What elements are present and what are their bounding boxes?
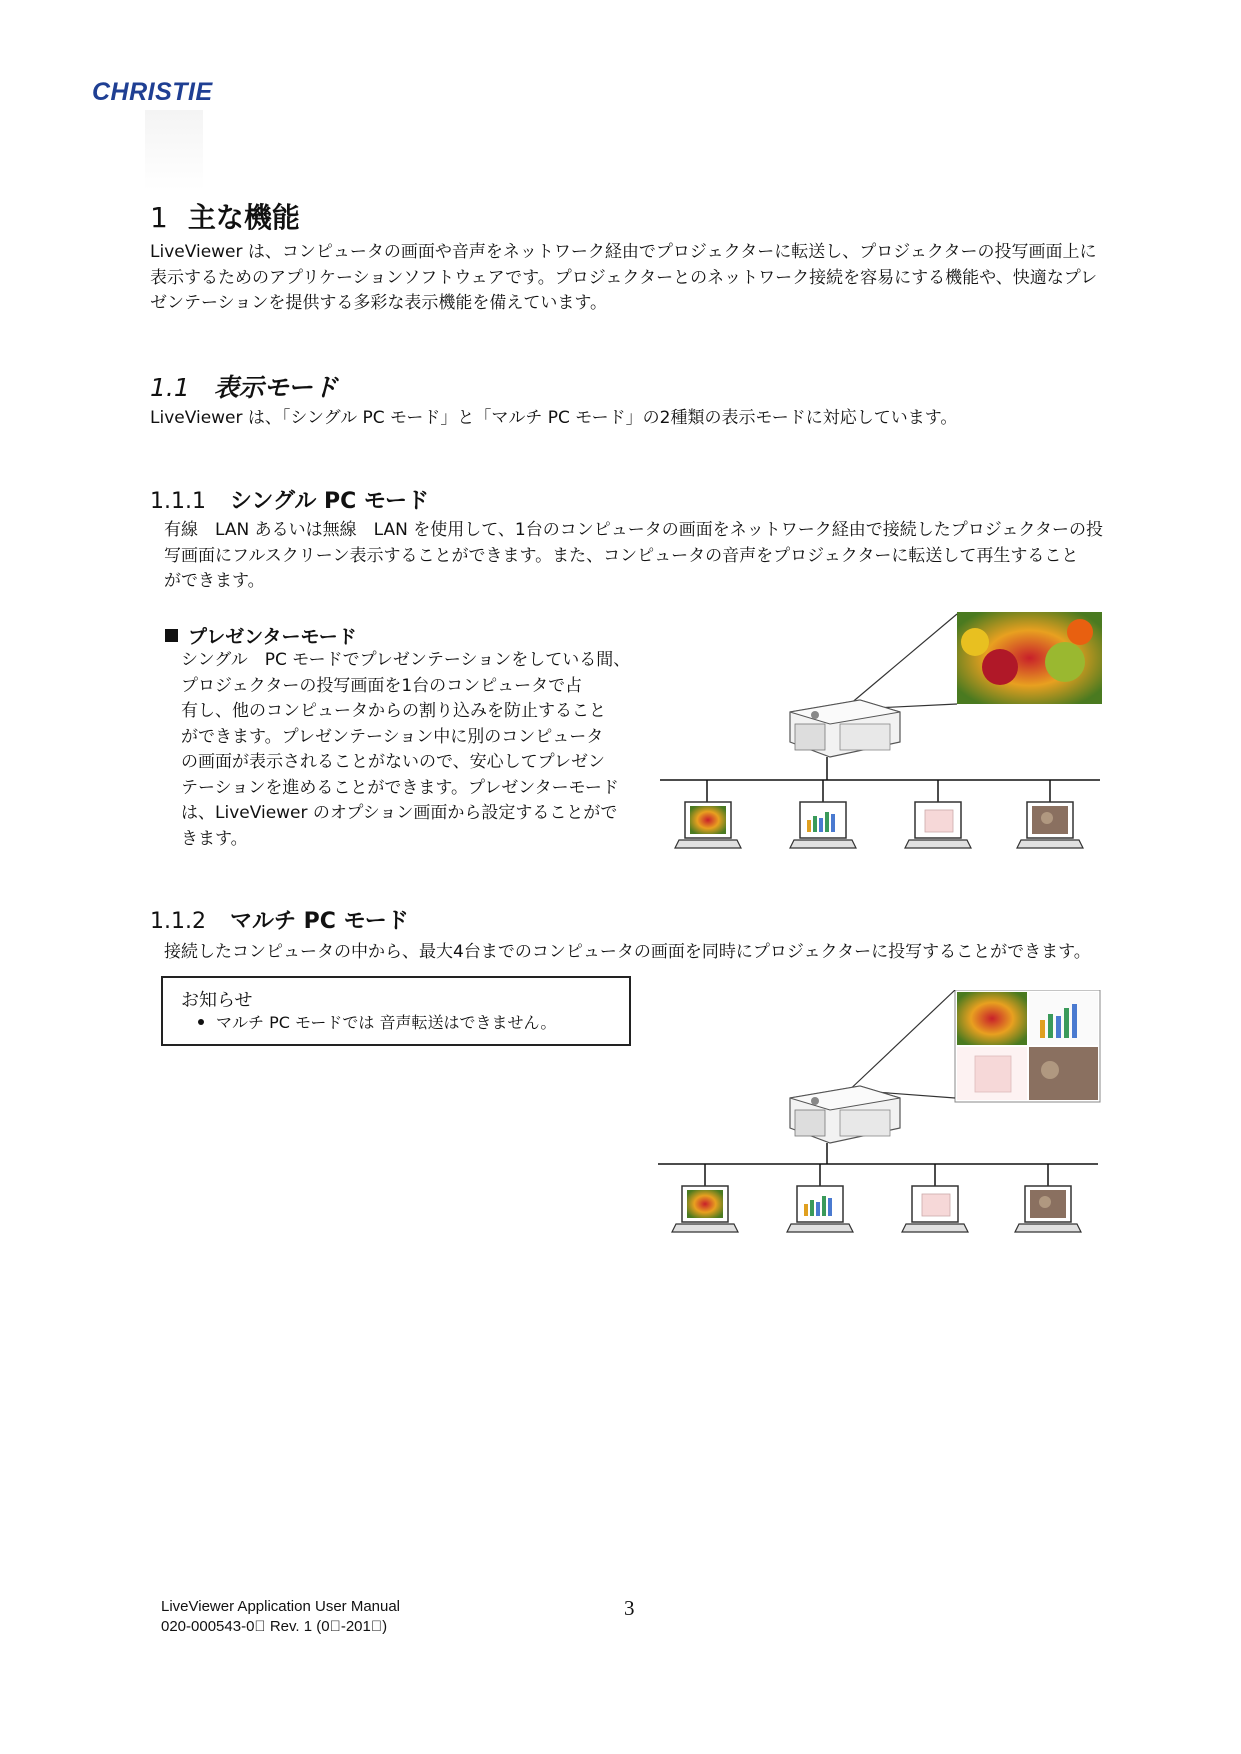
square-bullet-icon — [165, 629, 178, 642]
logo-shadow-band — [145, 110, 203, 190]
body-line: ができます。 — [164, 571, 265, 591]
chapter-intro — [150, 240, 1097, 317]
fruit-image — [957, 612, 1102, 704]
footer-doc-number: 020-000543-0  Rev. 1 (0 -201 ) — [161, 1618, 388, 1635]
projector-icon — [790, 1086, 900, 1143]
laptop-icon — [790, 802, 856, 848]
section-number: 1.1.2 — [150, 909, 206, 934]
laptop-icon — [1015, 1186, 1081, 1232]
split-screen — [955, 990, 1100, 1102]
chapter-title-text: 主な機能 — [187, 201, 300, 234]
notice-item-text: マルチ PC モードでは 音声転送はできません。 — [216, 1013, 557, 1032]
section-number: 1.1.1 — [150, 489, 206, 514]
presenter-line: ができます。プレゼンテーション中に別のコンピュータ — [181, 726, 604, 747]
box-image — [925, 810, 953, 832]
section-1-1-body: LiveViewer は、「シングル PC モード」と「マルチ PC モード」の2種類の表示モードに対応しています。 — [150, 408, 958, 428]
section-title: 表示モード — [213, 373, 338, 402]
laptop-icon — [675, 802, 741, 848]
laptop-icon — [787, 1186, 853, 1232]
laptop-icon — [905, 802, 971, 848]
laptop-icon — [902, 1186, 968, 1232]
intro-line: LiveViewer は、コンピュータの画面や音声をネットワーク経由でプロジェクターに転送し、プロジェクターの投写画面上に — [150, 242, 1097, 262]
section-1-1-2-heading — [150, 904, 409, 935]
presenter-mode-body — [181, 648, 630, 852]
presenter-line: きます。 — [181, 828, 248, 849]
intro-line: 表示するためのアプリケーションソフトウェアです。プロジェクターとのネットワーク接続を容易にする機能や、快適なプレ — [150, 267, 1098, 288]
section-1-1-heading — [150, 368, 338, 404]
chapter-title — [150, 196, 300, 236]
intro-line: ゼンテーションを提供する多彩な表示機能を備えています。 — [150, 293, 607, 313]
presenter-line: シングル PC モードでプレゼンテーションをしている間、 — [181, 650, 631, 670]
section-number: 1.1 — [150, 373, 190, 402]
presenter-line: テーションを進めることができます。プレゼンターモード — [181, 777, 619, 798]
section-1-1-1-heading — [150, 484, 429, 515]
laptop-icon — [672, 1186, 738, 1232]
projector-icon — [790, 700, 900, 757]
christie-logo: CHRISTIE — [92, 78, 213, 106]
bar-chart-image — [1029, 992, 1098, 1045]
chapter-number: 1 — [150, 201, 168, 234]
presenter-line: は、LiveViewer のオプション画面から設定することがで — [181, 803, 618, 823]
notice-item — [198, 1010, 556, 1033]
body-line: 写画面にフルスクリーン表示することができます。また、コンピュータの音声をプロジェクターに転送して再生すること — [164, 545, 1079, 566]
notice-title: お知らせ — [181, 990, 253, 1011]
footer-manual-title: LiveViewer Application User Manual — [161, 1598, 401, 1615]
presenter-line: プロジェクターの投写画面を1台のコンピュータで占 — [181, 675, 583, 696]
presenter-line: 有し、他のコンピュータからの割り込みを防止すること — [181, 701, 606, 721]
section-title: シングル PC モード — [229, 489, 430, 514]
single-pc-diagram — [655, 612, 1215, 862]
bullet-icon — [198, 1019, 204, 1025]
presenter-mode-title: プレゼンターモード — [188, 626, 357, 648]
section-1-1-1-body — [164, 518, 1103, 595]
page-number: 3 — [624, 1596, 635, 1620]
presenter-line: の画面が表示されることがないので、安心してプレゼン — [181, 752, 605, 772]
rock-image — [1029, 1047, 1098, 1100]
presenter-mode-heading — [165, 622, 357, 649]
section-title: マルチ PC モード — [229, 909, 409, 934]
body-line: 有線 LAN あるいは無線 LAN を使用して、1台のコンピュータの画面をネットワーク経由で接続したプロジェクターの投 — [164, 520, 1104, 540]
fruit-image — [957, 992, 1027, 1045]
laptop-icon — [1017, 802, 1083, 848]
multi-pc-diagram — [655, 990, 1115, 1250]
section-1-1-2-body: 接続したコンピュータの中から、最大4台までのコンピュータの画面を同時にプロジェクターに投写することができます。 — [164, 942, 1091, 962]
